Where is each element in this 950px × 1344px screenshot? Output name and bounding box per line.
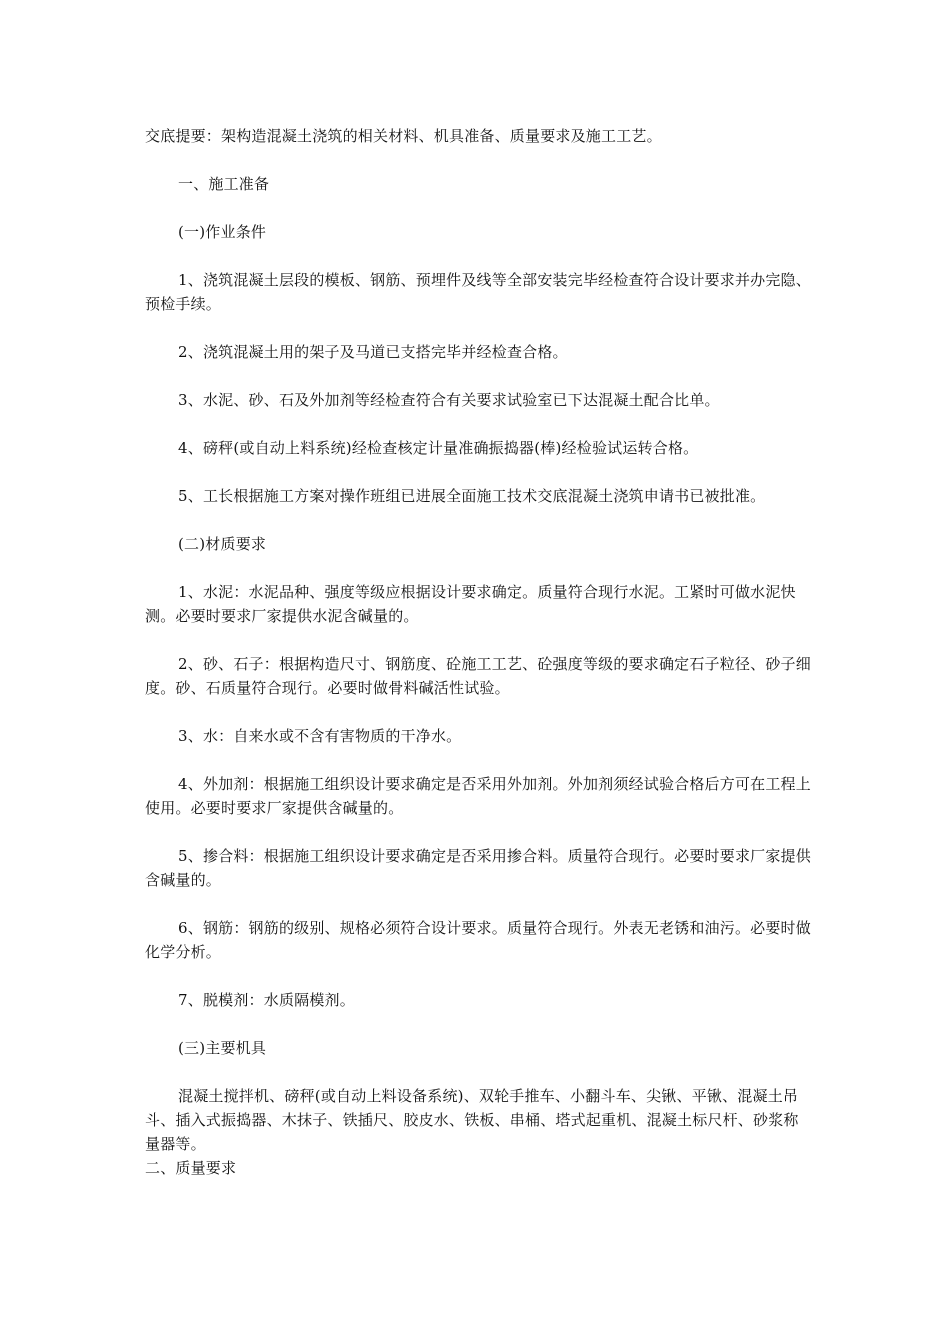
condition-item-3: 3、水泥、砂、石及外加剂等经检查符合有关要求试验室已下达混凝土配合比单。 <box>178 391 720 409</box>
condition-item-5: 5、工长根据施工方案对操作班组已进展全面施工技术交底混凝土浇筑申请书已被批准。 <box>178 487 766 505</box>
summary-paragraph: 交底提要：架构造混凝土浇筑的相关材料、机具准备、质量要求及施工工艺。 <box>145 127 662 145</box>
subsection-heading-materials: (二)材质要求 <box>178 535 267 553</box>
subsection-heading-work-conditions: (一)作业条件 <box>178 223 267 241</box>
material-item-2: 2、砂、石子：根据构造尺寸、钢筋度、砼施工工艺、砼强度等级的要求确定石子粒径、砂子细度。砂、石质量符合现行。必要时做骨料碱活性试验。 <box>145 655 811 697</box>
condition-item-4: 4、磅秤(或自动上料系统)经检查核定计量准确振捣器(棒)经检验试运转合格。 <box>178 439 699 457</box>
document-body <box>145 124 813 1180</box>
condition-item-1: 1、浇筑混凝土层段的模板、钢筋、预埋件及线等全部安装完毕经检查符合设计要求并办完隐、预检手续。 <box>145 271 811 313</box>
subsection-heading-equipment: (三)主要机具 <box>178 1039 267 1057</box>
material-item-4: 4、外加剂：根据施工组织设计要求确定是否采用外加剂。外加剂须经试验合格后方可在工程上使用。必要时要求厂家提供含碱量的。 <box>145 775 811 817</box>
equipment-list-paragraph: 混凝土搅拌机、磅秤(或自动上料设备系统)、双轮手推车、小翻斗车、尖锹、平锹、混凝土吊斗、插入式振捣器、木抹子、铁插尺、胶皮水、铁板、串桶、塔式起重机、混凝土标尺杆、砂浆称量器等。 <box>145 1087 799 1153</box>
material-item-1: 1、水泥：水泥品种、强度等级应根据设计要求确定。质量符合现行水泥。工紧时可做水泥快测。必要时要求厂家提供水泥含碱量的。 <box>145 583 796 625</box>
material-item-6: 6、钢筋：钢筋的级别、规格必须符合设计要求。质量符合现行。外表无老锈和油污。必要时做化学分析。 <box>145 919 811 961</box>
material-item-7: 7、脱模剂：水质隔模剂。 <box>178 991 355 1009</box>
condition-item-2: 2、浇筑混凝土用的架子及马道已支搭完毕并经检查合格。 <box>178 343 568 361</box>
material-item-3: 3、水：自来水或不含有害物质的干净水。 <box>178 727 462 745</box>
section-heading-quality: 二、质量要求 <box>145 1159 237 1177</box>
section-heading-preparation: 一、施工准备 <box>178 175 270 193</box>
material-item-5: 5、掺合料：根据施工组织设计要求确定是否采用掺合料。质量符合现行。必要时要求厂家提供含碱量的。 <box>145 847 811 889</box>
